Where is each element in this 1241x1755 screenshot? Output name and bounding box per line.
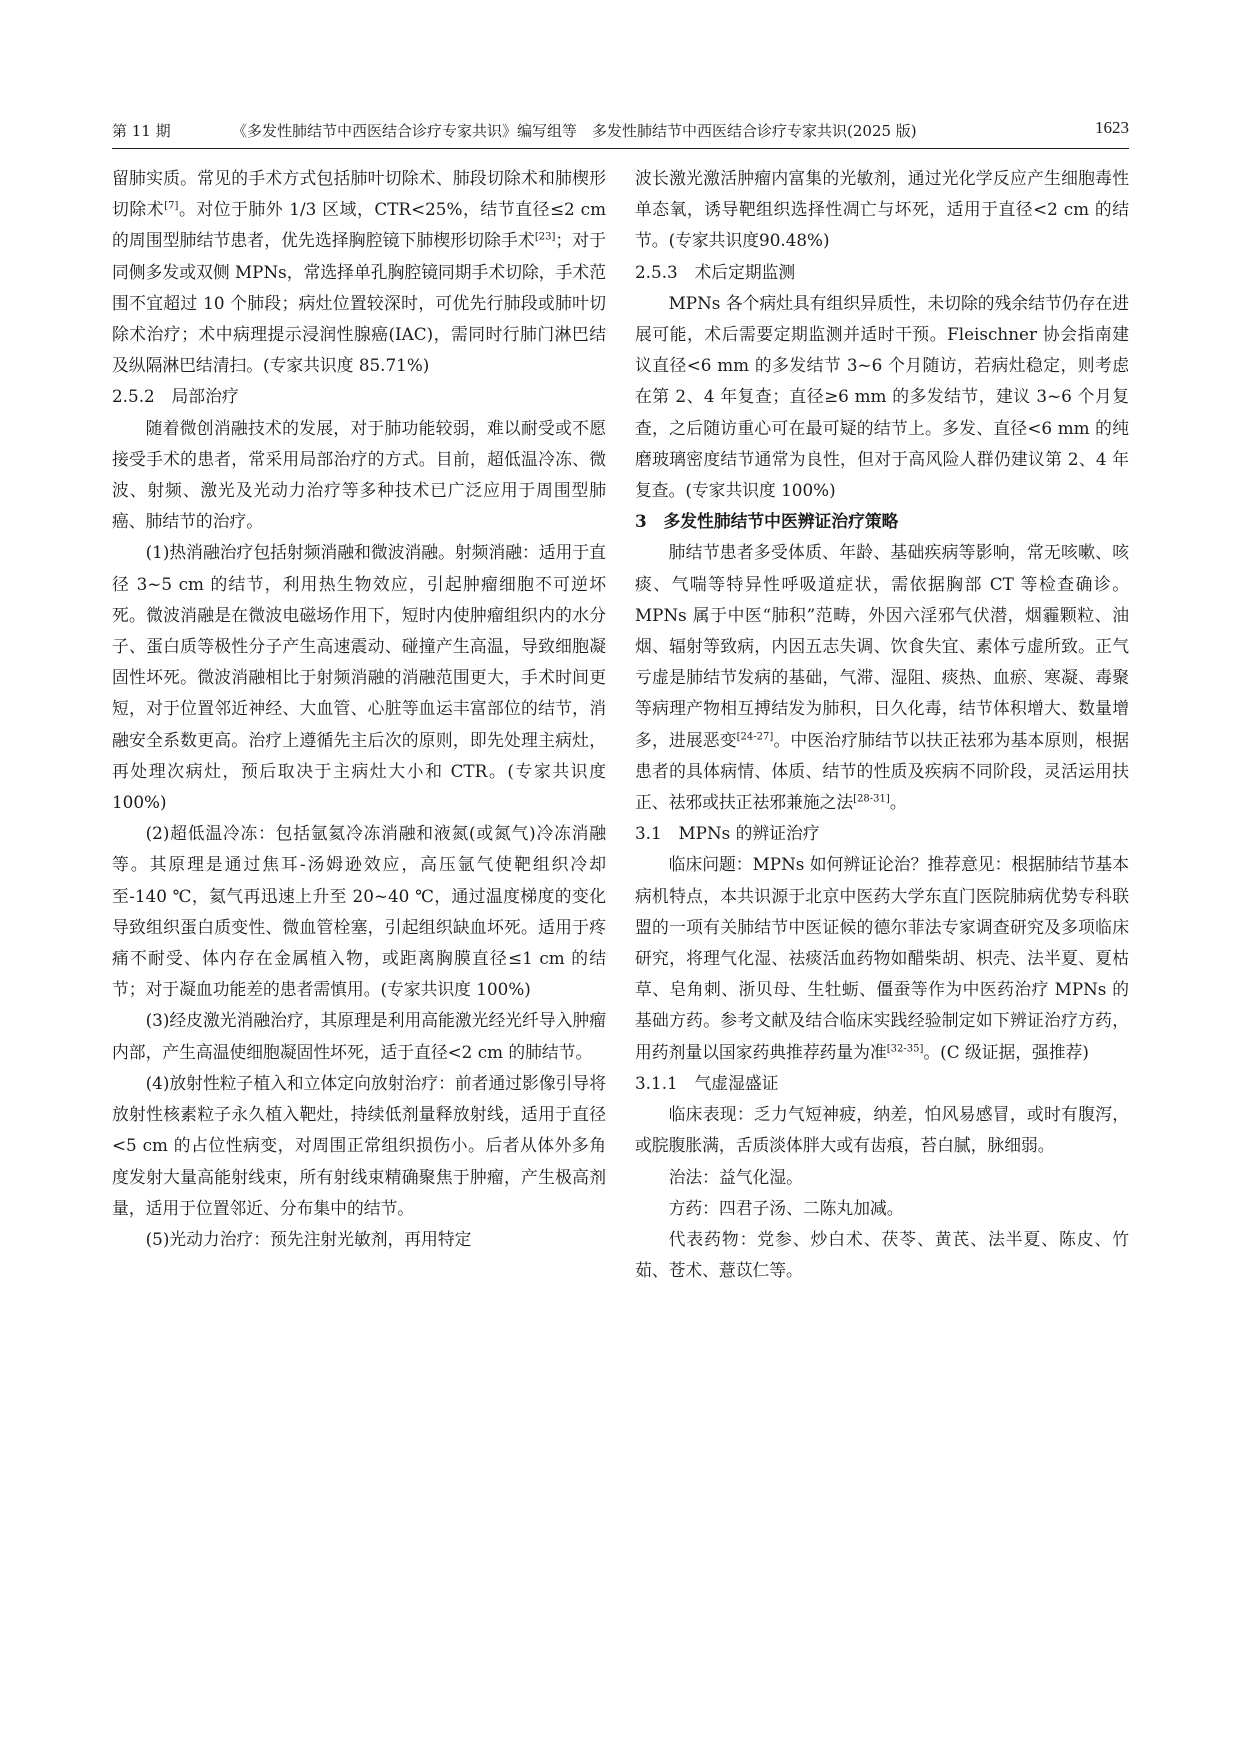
paragraph-radiotherapy: (4)放射性粒子植入和立体定向放射治疗：前者通过影像引导将放射性核素粒子永久植入靶灶，持续低剂量释放射线，适用于直径<5 cm 的占位性病变，对周围正常组织损伤小。后者从体外多角度发射大量高能射线束，所有射线束精确聚焦于肿瘤，产生极高剂量，适用于位置邻近、分布集中的结节。 (112, 1072, 606, 1218)
paragraph-clinical-question (635, 849, 1129, 1067)
paragraph-surgery (112, 163, 606, 381)
section-heading-3-1-1 (635, 1068, 1129, 1099)
citation: [32-35] (886, 1043, 924, 1055)
paragraph-cryoablation: (2)超低温冷冻：包括氩氦冷冻消融和液氮(或氮气)冷冻消融等。其原理是通过焦耳-汤姆逊效应，高压氩气使靶组织冷却至-140 ℃，氦气再迅速上升至 20~40 ℃，通过温度梯度的变化导致组织蛋白质变性、微血管栓塞，引起组织缺血坏死。适用于疼痛不耐受、体内存在金属植入物，或距离胸膜直径≤1 cm 的结节；对于凝血功能差的患者需慎用。(专家共识度 100%) (112, 823, 606, 1000)
citation: [7] (164, 200, 179, 212)
section-number: 2.5.3 (635, 261, 678, 282)
paragraph-representative-drugs: 代表药物：党参、炒白术、茯苓、黄芪、法半夏、陈皮、竹茹、苍术、薏苡仁等。 (635, 1228, 1129, 1281)
section-heading-2-5-3 (635, 257, 1129, 288)
section-heading-3 (635, 506, 1129, 537)
paragraph-local-intro: 随着微创消融技术的发展，对于肺功能较弱，难以耐受或不愿接受手术的患者，常采用局部治疗的方式。目前，超低温冷冻、微波、射频、激光及光动力治疗等多种技术已广泛应用于周围型肺癌、肺结节的治疗。 (112, 417, 606, 532)
section-heading-3-1 (635, 818, 1129, 849)
section-title: 局部治疗 (171, 386, 239, 407)
text: 留肺实质。常见的手术方式包括肺叶切除术、肺段切除术和肺楔形切除术 (112, 168, 606, 220)
paragraph-prescription: 方药：四君子汤、二陈丸加减。 (668, 1197, 904, 1218)
paragraph-clinical-manifestation: 临床表现：乏力气短神疲，纳差，怕风易感冒，或时有腹泻，或脘腹胀满，舌质淡体胖大或有齿痕，苔白腻，脉细弱。 (635, 1104, 1129, 1156)
section-title: MPNs 的辨证治疗 (678, 823, 820, 844)
section-title: 术后定期监测 (694, 261, 796, 282)
text: 临床问题：MPNs 如何辨证论治？推荐意见：根据肺结节基本病机特点，本共识源于北京中医药大学东直门医院肺病优势专科联盟的一项有关肺结节中医证候的德尔菲法专家调查研究及多项临床研究，将理气化湿、祛痰活血药物如醋柴胡、枳壳、法半夏、夏枯草、皂角刺、浙贝母、生牡蛎、僵蚕等作为中医药治疗 MPNs 的基础方药。参考文献及结合临床实践经验制定如下辨证治疗方药，用药剂量以国家药典推荐药量为准 (635, 854, 1129, 1062)
running-header (112, 116, 1129, 149)
two-column-body (112, 163, 1129, 1286)
left-column (112, 163, 606, 1286)
paragraph-thermal-ablation: (1)热消融治疗包括射频消融和微波消融。射频消融：适用于直径 3~5 cm 的结节，利用热生物效应，引起肿瘤细胞不可逆坏死。微波消融是在微波电磁场作用下，短时内使肿瘤组织内的水分子、蛋白质等极性分子产生高速震动、碰撞产生高温，导致细胞凝固性坏死。微波消融相比于射频消融的消融范围更大，手术时间更短，对于位置邻近神经、大血管、心脏等血运丰富部位的结节，消融安全系数更高。治疗上遵循先主后次的原则，即先处理主病灶，再处理次病灶，预后取决于主病灶大小和 CTR。(专家共识度 100%) (112, 542, 606, 813)
section-title: 气虚湿盛证 (694, 1072, 779, 1093)
running-title: 《多发性肺结节中西医结合诊疗专家共识》编写组等 多发性肺结节中西医结合诊疗专家共识(2025 版) (232, 122, 917, 140)
section-number: 3.1.1 (635, 1072, 678, 1093)
paragraph-photodynamic: (5)光动力治疗：预先注射光敏剂，再用特定 (145, 1228, 472, 1249)
section-title: 多发性肺结节中医辨证治疗策略 (663, 511, 899, 532)
text: ；对于同侧多发或双侧 MPNs，常选择单孔胸腔镜同期手术切除，手术范围不宜超过 10 个肺段；病灶位置较深时，可优先行肺段或肺叶切除术治疗；术中病理提示浸润性腺癌(IAC)，需同时行肺门淋巴结及纵隔淋巴结清扫。(专家共识度 85.71%) (112, 230, 606, 376)
citation: [24-27] (736, 731, 774, 743)
section-heading-2-5-2 (112, 381, 606, 412)
paragraph-monitoring: MPNs 各个病灶具有组织异质性，未切除的残余结节仍存在进展可能，术后需要定期监测并适时干预。Fleischner 协会指南建议直径<6 mm 的多发结节 3~6 个月随访，若病灶稳定，则考虑在第 2、4 年复查；直径≥6 mm 的多发结节，建议 3~6 个月复查，之后随访重心可在最可疑的结节上。多发、直径<6 mm 的纯磨玻璃密度结节通常为良性，但对于高风险人群仍建议第 2、4 年复查。(专家共识度 100%) (635, 292, 1129, 501)
section-number: 3.1 (635, 823, 662, 844)
citation: [28-31] (853, 793, 890, 805)
text: 。中医治疗肺结节以扶正祛邪为基本原则，根据患者的具体病情、体质、结节的性质及疾病不同阶段，灵活运用扶正、祛邪或扶正祛邪兼施之法 (635, 729, 1129, 813)
text: 。(C 级证据，强推荐) (923, 1041, 1089, 1062)
section-number: 2.5.2 (112, 386, 155, 407)
paragraph-treatment-method: 治法：益气化湿。 (668, 1166, 803, 1187)
text: 肺结节患者多受体质、年龄、基础疾病等影响，常无咳嗽、咳痰、气喘等特异性呼吸道症状，需依据胸部 CT 等检查确诊。MPNs 属于中医“肺积”范畴，外因六淫邪气伏潜，烟霾颗粒、油烟、辐射等致病，内因五志失调、饮食失宜、素体亏虚所致。正气亏虚是肺结节发病的基础，气滞、湿阻、痰热、血瘀、寒凝、毒聚等病理产物相互搏结发为肺积，日久化毒，结节体积增大、数量增多，进展恶变 (635, 542, 1129, 750)
paragraph-photodynamic-cont: 波长激光激活肿瘤内富集的光敏剂，通过光化学反应产生细胞毒性单态氧，诱导靶组织选择性凋亡与坏死，适用于直径<2 cm 的结节。(专家共识度90.48%) (635, 168, 1129, 251)
citation: [23] (534, 231, 556, 243)
paragraph-laser-ablation: (3)经皮激光消融治疗，其原理是利用高能激光经光纤导入肿瘤内部，产生高温使细胞凝固性坏死，适于直径<2 cm 的肺结节。 (112, 1010, 606, 1062)
section-number: 3 (635, 511, 647, 532)
page-number: 1623 (1095, 118, 1129, 137)
paragraph-tcm-overview (635, 537, 1129, 818)
right-column (635, 163, 1129, 1286)
issue-number: 第 11 期 (112, 122, 171, 140)
text: 。 (889, 792, 907, 813)
text: 。对位于肺外 1/3 区域，CTR<25%，结节直径≤2 cm 的周围型肺结节患者，优先选择胸腔镜下肺楔形切除手术 (112, 199, 606, 251)
